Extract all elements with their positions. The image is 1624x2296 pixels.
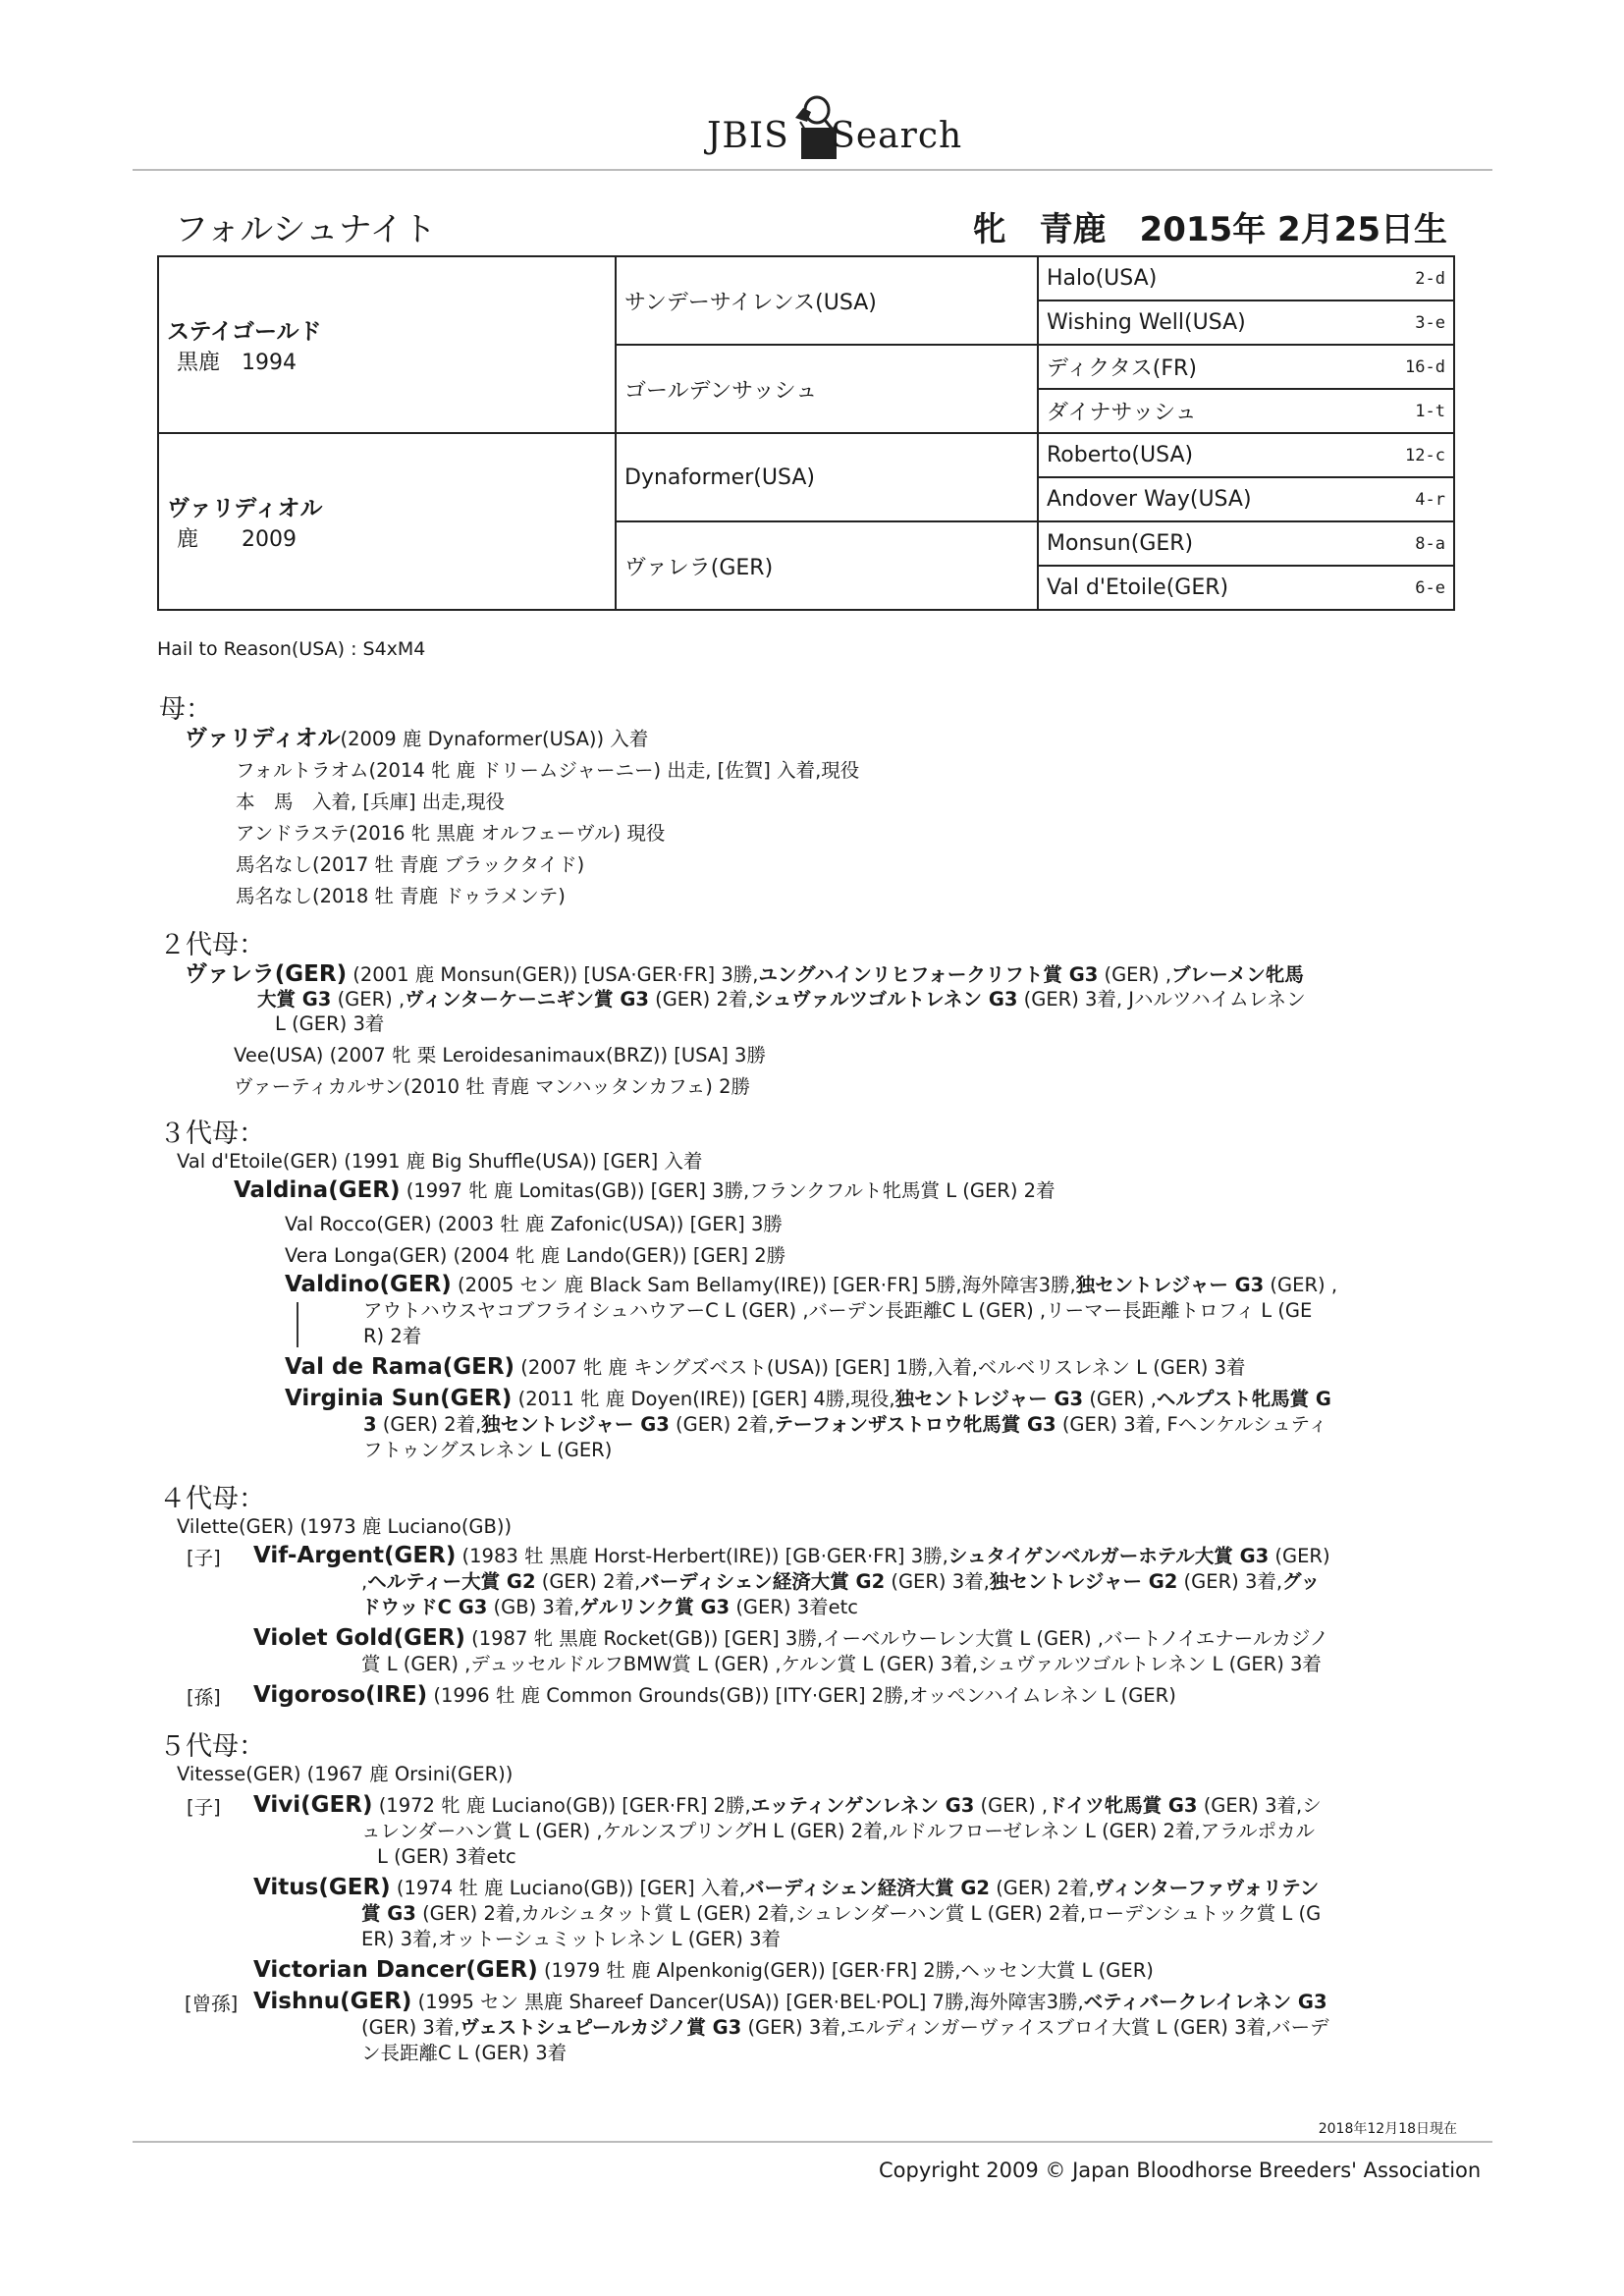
family-line: 賞 L (GER) ,デュッセルドルフBMW賞 L (GER) ,ケルン賞 L (GER) 3着,シュヴァルツゴルトレネン L (GER) 3着: [361, 1653, 1322, 1675]
as-of-date: 2018年12月18日現在: [1318, 2121, 1457, 2137]
family-line: Vitus(GER) (1974 牡 鹿 Luciano(GB)) [GER] 入着,バーディシェン経済大賞 G2 (GER) 2着,ヴィンターファヴォリテン: [253, 1875, 1320, 1900]
family-line: Val d'Etoile(GER) (1991 鹿 Big Shuffle(USA)) [GER] 入着: [177, 1150, 703, 1173]
relation-tag: [子]: [187, 1796, 221, 1819]
relation-tag: [孫]: [187, 1686, 221, 1709]
family-line: (GER) 3着,ヴェストシュピールカジノ賞 G3 (GER) 3着,エルディンガーヴァイスブロイ大賞 L (GER) 3着,バーデ: [361, 2016, 1329, 2039]
family-line: 馬名なし(2017 牡 青鹿 ブラックタイド): [236, 853, 585, 876]
family-line: Vee(USA) (2007 牝 栗 Leroidesanimaux(BRZ)) [USA] 3勝: [234, 1044, 766, 1066]
section-g4: ４代母：: [159, 1484, 265, 1514]
family-line: フォルトラオム(2014 牝 鹿 ドリームジャーニー) 出走, [佐賀] 入着,現役: [236, 759, 860, 782]
relation-tag: [曾孫]: [185, 1993, 239, 2015]
grandparent-cell: サンデーサイレンス(USA): [616, 256, 1038, 345]
great-grandparent-cell: ディクタス(FR) 16-d: [1038, 345, 1454, 389]
logo-text: JBIS Search: [707, 116, 963, 156]
grandparent-cell: Dynaformer(USA): [616, 433, 1038, 521]
family-line: ヴァリディオル(2009 鹿 Dynaformer(USA)) 入着: [185, 726, 649, 751]
family-line: Victorian Dancer(GER) (1979 牡 鹿 Alpenkonig(GER)) [GER·FR] 2勝,ヘッセン大賞 L (GER): [253, 1957, 1154, 1983]
family-line: アウトハウスヤコブフライシュハウアーC L (GER) ,バーデン長距離C L (GER) ,リーマー長距離トロフィ L (GE: [363, 1299, 1313, 1322]
family-line: ュレンダーハン賞 L (GER) ,ケルンスプリングH L (GER) 2着,ルドルフローゼレネン L (GER) 2着,アラルポカル: [361, 1820, 1316, 1842]
dam-cell: [158, 433, 616, 610]
copyright: Copyright 2009 © Japan Bloodhorse Breeders' Association: [879, 2159, 1482, 2182]
family-line: ヴァレラ(GER) (2001 鹿 Monsun(GER)) [USA·GER·FR] 3勝,ユングハインリヒフォークリフト賞 G3 (GER) ,ブレーメン牝馬: [185, 961, 1304, 987]
family-line: Val Rocco(GER) (2003 牡 鹿 Zafonic(USA)) [GER] 3勝: [285, 1213, 783, 1235]
great-grandparent-cell: Monsun(GER) 8-a: [1038, 521, 1454, 566]
sire-name: ステイゴールド: [167, 319, 322, 345]
family-line: Vilette(GER) (1973 鹿 Luciano(GB)): [177, 1515, 513, 1538]
footer-divider: [133, 2141, 1492, 2143]
family-line: Vigoroso(IRE) (1996 牡 鹿 Common Grounds(GB)) [ITY·GER] 2勝,オッペンハイムレネン L (GER): [253, 1682, 1176, 1708]
pedigree-table: [157, 255, 1455, 611]
family-line: フトゥングスレネン L (GER): [363, 1439, 613, 1461]
great-grandparent-cell: Roberto(USA) 12-c: [1038, 433, 1454, 477]
great-grandparent-cell: Halo(USA) 2-d: [1038, 256, 1454, 301]
grandparent-cell: ゴールデンサッシュ: [616, 345, 1038, 433]
family-line: 本 馬 入着, [兵庫] 出走,現役: [236, 791, 506, 813]
family-line: Vishnu(GER) (1995 セン 黒鹿 Shareef Dancer(USA)) [GER·BEL·POL] 7勝,海外障害3勝,ベティバークレイレネン G3: [253, 1989, 1327, 2014]
family-line: Vif-Argent(GER) (1983 牡 黒鹿 Horst-Herbert(IRE)) [GB·GER·FR] 3勝,シュタイゲンベルガーホテル大賞 G3 (GER): [253, 1543, 1330, 1568]
inbreeding-note: Hail to Reason(USA) : S4xM4: [157, 638, 426, 660]
grandparent-cell: ヴァレラ(GER): [616, 521, 1038, 610]
family-line: L (GER) 3着etc: [377, 1845, 516, 1868]
section-g2: ２代母：: [159, 930, 265, 960]
relation-tag: [子]: [187, 1547, 221, 1569]
family-line: Vera Longa(GER) (2004 牝 鹿 Lando(GER)) [GER] 2勝: [285, 1244, 786, 1267]
family-line: ER) 3着,オットーシュミットレネン L (GER) 3着: [361, 1928, 782, 1950]
header-divider: [133, 169, 1492, 171]
family-line: ドウッドC G3 (GB) 3着,ゲルリンク賞 G3 (GER) 3着etc: [361, 1596, 858, 1618]
family-line: R) 2着: [363, 1325, 422, 1347]
section-g5: ５代母：: [159, 1731, 265, 1762]
horse-info: 牝 青鹿 2015年 2月25日生: [972, 210, 1447, 249]
great-grandparent-cell: Andover Way(USA) 4-r: [1038, 477, 1454, 521]
great-grandparent-cell: Wishing Well(USA) 3-e: [1038, 301, 1454, 345]
family-line: 3 (GER) 2着,独セントレジャー G3 (GER) 2着,テーフォンザストロウ牝馬賞 G3 (GER) 3着, Fヘンケルシュティ: [363, 1413, 1327, 1436]
family-line: 賞 G3 (GER) 2着,カルシュタット賞 L (GER) 2着,シュレンダーハン賞 L (GER) 2着,ローデンシュトック賞 L (G: [361, 1902, 1322, 1925]
dam-info: 鹿 2009: [177, 527, 297, 552]
family-line: Virginia Sun(GER) (2011 牝 鹿 Doyen(IRE)) [GER] 4勝,現役,独セントレジャー G3 (GER) ,ヘルプスト牝馬賞 G: [285, 1386, 1331, 1411]
section-dam: 母：: [159, 694, 212, 725]
great-grandparent-cell: ダイナサッシュ 1-t: [1038, 389, 1454, 433]
family-line: ,ヘルティー大賞 G2 (GER) 2着,バーディシェン経済大賞 G2 (GER) 3着,独セントレジャー G2 (GER) 3着,グッ: [361, 1570, 1321, 1593]
family-line: Vitesse(GER) (1967 鹿 Orsini(GER)): [177, 1763, 514, 1785]
sire-cell: [158, 256, 616, 433]
family-line: Violet Gold(GER) (1987 牝 黒鹿 Rocket(GB)) [GER] 3勝,イーベルウーレン大賞 L (GER) ,バートノイエナールカジノ: [253, 1625, 1329, 1651]
family-line: アンドラステ(2016 牝 黒鹿 オルフェーヴル) 現役: [236, 822, 666, 845]
family-line: Vivi(GER) (1972 牝 鹿 Luciano(GB)) [GER·FR] 2勝,エッティンゲンレネン G3 (GER) ,ドイツ牝馬賞 G3 (GER) 3着,シ: [253, 1792, 1322, 1818]
family-line: L (GER) 3着: [275, 1012, 385, 1035]
great-grandparent-cell: Val d'Etoile(GER) 6-e: [1038, 566, 1454, 610]
family-line: Val de Rama(GER) (2007 牝 鹿 キングズベスト(USA)) [GER] 1勝,入着,ベルベリスレネン L (GER) 3着: [285, 1354, 1246, 1380]
dam-name: ヴァリディオル: [167, 496, 323, 521]
family-line: 馬名なし(2018 牡 青鹿 ドゥラメンテ): [236, 885, 566, 907]
family-line: Valdino(GER) (2005 セン 鹿 Black Sam Bellamy(IRE)) [GER·FR] 5勝,海外障害3勝,独セントレジャー G3 (GER) ,: [285, 1272, 1338, 1297]
tree-connector: [297, 1302, 298, 1347]
horse-name: フォルシュナイト: [175, 210, 437, 249]
family-line: 大賞 G3 (GER) ,ヴィンターケーニギン賞 G3 (GER) 2着,シュヴァルツゴルトレネン G3 (GER) 3着, Jハルツハイムレネン: [257, 988, 1306, 1011]
family-line: Valdina(GER) (1997 牝 鹿 Lomitas(GB)) [GER] 3勝,フランクフルト牝馬賞 L (GER) 2着: [234, 1177, 1056, 1203]
sire-info: 黒鹿 1994: [177, 351, 297, 375]
section-g3: ３代母：: [159, 1119, 265, 1149]
family-line: ヴァーティカルサン(2010 牡 青鹿 マンハッタンカフェ) 2勝: [234, 1075, 750, 1098]
family-line: ン長距離C L (GER) 3着: [361, 2042, 568, 2064]
